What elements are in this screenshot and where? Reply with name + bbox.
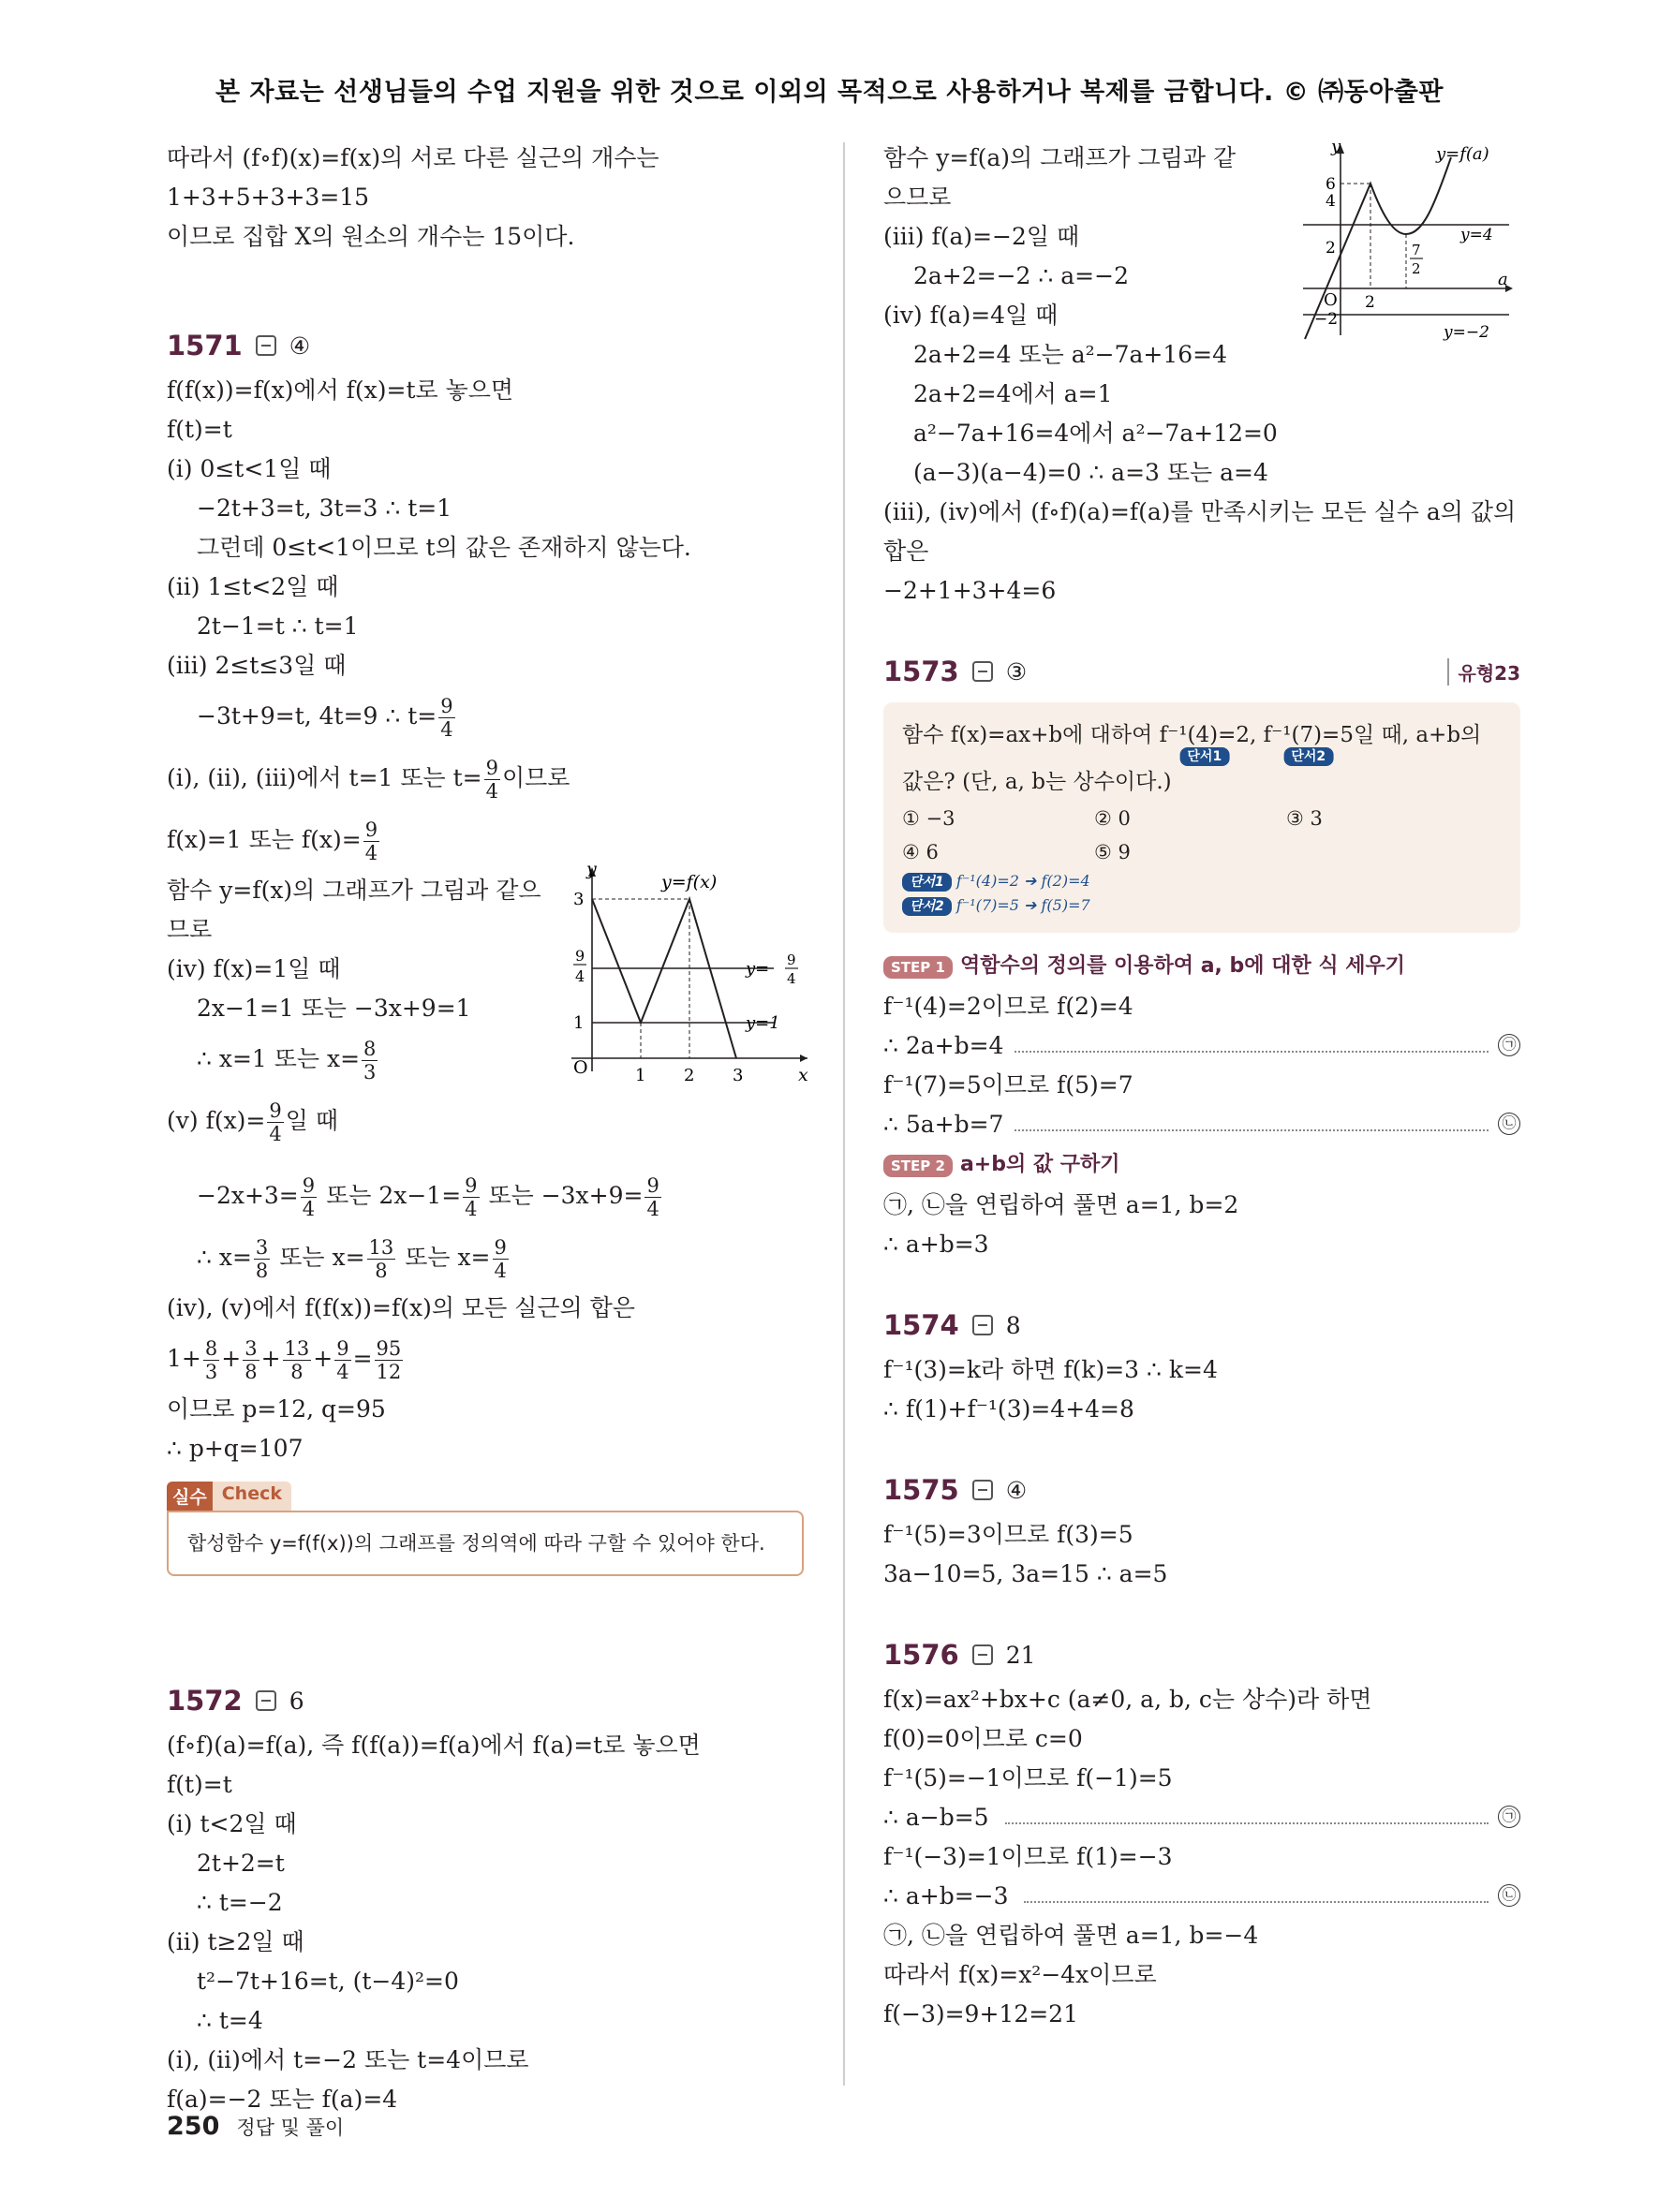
- answer-value: ④: [289, 332, 311, 360]
- text-line: (ⅰ) t<2일 때: [167, 1810, 297, 1837]
- text-line: a²−7a+16=4에서 a²−7a+12=0: [913, 420, 1278, 447]
- answer-icon: [256, 1690, 276, 1711]
- problem-number: 1575: [883, 1474, 959, 1506]
- tick-label: 2: [1412, 260, 1421, 277]
- text-line: 므로: [167, 916, 213, 943]
- text-line: 으므로: [883, 184, 952, 211]
- text-line: 합은: [883, 538, 929, 565]
- eq-text: (ⅴ) f(x)=: [167, 1107, 266, 1134]
- tick-label: 6: [1326, 175, 1336, 194]
- graph-fa-1572: [1303, 139, 1518, 345]
- tick-label: 4: [1326, 192, 1336, 211]
- text-line: ∴ t=4: [197, 2007, 263, 2034]
- text-line: f(0)=0이므로 c=0: [883, 1725, 1083, 1752]
- tick-label: 1: [635, 1066, 646, 1085]
- text-line: ∴ a+b=3: [883, 1231, 989, 1258]
- text-line: 따라서 f(x)=x²−4x이므로: [883, 1961, 1157, 1988]
- y-axis-label: y: [1331, 137, 1341, 156]
- tick-label: 3: [733, 1066, 744, 1085]
- answer-value: 21: [1005, 1641, 1036, 1669]
- text-line: −2x+3= $\frac{9}{4}$ 또는 2x−1= $\frac{9}{4}$ 또는 −3x+9= $\frac{9}{4}$: [197, 1174, 659, 1220]
- text-line: 2t−1=t ∴ t=1: [197, 612, 359, 640]
- text-line: ∴ f(1)+f⁻¹(3)=4+4=8: [883, 1395, 1134, 1423]
- text-line: (ⅱ) t≥2일 때: [167, 1928, 304, 1955]
- text-line: −2t+3=t, 3t=3 ∴ t=1: [197, 494, 452, 522]
- x-axis-label: a: [1498, 270, 1508, 289]
- choices: [902, 802, 1502, 835]
- curve-label: y=f(a): [1436, 144, 1489, 164]
- text-line: (ⅲ) 2≤t≤3일 때: [167, 652, 347, 679]
- text-line: 2a+2=4 또는 a²−7a+16=4: [913, 341, 1228, 368]
- problem-number: 1571: [167, 330, 243, 361]
- problem-header-1574: [883, 1300, 1520, 1350]
- line-label-frac: 4: [787, 970, 796, 987]
- choice[interactable]: ② 0: [1094, 807, 1131, 830]
- eq-text: 일 때: [285, 1107, 339, 1134]
- tick-label: −2: [1314, 310, 1339, 329]
- problem-header-1572: [167, 1675, 804, 1726]
- check-text: 합성함수 y=f(f(x))의 그래프를 정의역에 따라 구할 수 있어야 한다.: [167, 1511, 804, 1576]
- choice[interactable]: ① −3: [902, 807, 955, 830]
- text-line: 3a−10=5, 3a=15 ∴ a=5: [883, 1560, 1168, 1587]
- problem-header-1571: [167, 320, 804, 371]
- step-heading: STEP 1 역함수의 정의를 이용하여 a, b에 대한 식 세우기: [883, 946, 1520, 987]
- tick-label: 7: [1412, 242, 1421, 258]
- text-line: f⁻¹(5)=−1이므로 f(−1)=5: [883, 1764, 1173, 1792]
- clue-note: 단서1 f⁻¹(4)=2 ➔ f(2)=4: [902, 869, 1502, 893]
- eq-text: 이므로: [502, 764, 570, 791]
- problem-header-1575: [883, 1465, 1520, 1515]
- tick-label: 2: [1326, 239, 1336, 258]
- text-line: f(x)=ax²+bx+c (a≠0, a, b, c는 상수)라 하면: [883, 1686, 1372, 1713]
- choice[interactable]: ④ 6: [902, 841, 939, 863]
- problem-number: 1574: [883, 1309, 959, 1341]
- line-label: y=−2: [1444, 323, 1489, 342]
- graph-fx-1571: [562, 859, 815, 1085]
- line-label-frac: 9: [787, 951, 796, 968]
- text-line: ∴ a−b=5 ㉠: [883, 1798, 1520, 1837]
- text-line: f(−3)=9+12=21: [883, 2000, 1078, 2028]
- step-heading: STEP 2 a+b의 값 구하기: [883, 1144, 1520, 1186]
- check-tab-label: Check: [213, 1482, 291, 1511]
- text-line: f⁻¹(4)=2이므로 f(2)=4: [883, 993, 1133, 1020]
- answer-value: 8: [1005, 1311, 1021, 1339]
- text-line: 2x−1=1 또는 −3x+9=1: [197, 995, 471, 1022]
- choice[interactable]: ⑤ 9: [1094, 841, 1131, 863]
- clue-1: f⁻¹(4)=2 단서1: [1159, 723, 1250, 764]
- text-line: (ⅳ) f(a)=4일 때: [883, 302, 1059, 329]
- y-axis-label: y: [586, 859, 597, 879]
- problem-header-1573: [883, 646, 1520, 697]
- text-line: (f∘f)(a)=f(a), 즉 f(f(a))=f(a)에서 f(a)=t로 놓으면: [167, 1732, 701, 1759]
- text-line: 따라서 (f∘f)(x)=f(x)의 서로 다른 실근의 개수는: [167, 144, 659, 171]
- tick-label: 2: [684, 1066, 695, 1085]
- clue-2: f⁻¹(7)=5 단서2: [1263, 723, 1354, 764]
- fraction: $\frac{8}{3}$: [363, 1038, 377, 1084]
- tick-label: 2: [1365, 293, 1375, 312]
- text-line: −2+1+3+4=6: [883, 577, 1057, 604]
- eq-text: (ⅰ), (ⅱ), (ⅲ)에서 t=1 또는 t=: [167, 764, 482, 791]
- text-line: [167, 747, 804, 809]
- text-line: 1+ $\frac{8}{3}$ + $\frac{3}{8}$ + $\frac{13}{8}$ + $\frac{9}{4}$ = $\frac{95}{12}$: [167, 1337, 402, 1383]
- text-line: (ⅳ) f(x)=1일 때: [167, 955, 341, 982]
- text-line: 이므로 집합 X의 원소의 개수는 15이다.: [167, 223, 575, 250]
- line-label: y=: [746, 959, 770, 979]
- fraction: $\frac{9}{4}$: [485, 757, 498, 803]
- tick-label: 9: [575, 947, 585, 965]
- answer-icon: [972, 1480, 993, 1500]
- text-line: f⁻¹(3)=k라 하면 f(k)=3 ∴ k=4: [883, 1356, 1218, 1383]
- x-axis-label: x: [798, 1065, 808, 1085]
- text-line: t²−7t+16=t, (t−4)²=0: [197, 1968, 459, 1995]
- text-line: 2a+2=−2 ∴ a=−2: [913, 262, 1129, 289]
- text-line: f⁻¹(−3)=1이므로 f(1)=−3: [883, 1843, 1173, 1870]
- text-line: [167, 1090, 804, 1152]
- text-line: (ⅲ), (ⅳ)에서 (f∘f)(a)=f(a)를 만족시키는 모든 실수 a의 값의: [883, 498, 1517, 525]
- clue-note: 단서2 f⁻¹(7)=5 ➔ f(5)=7: [902, 893, 1502, 918]
- text-line: ㉠, ㉡을 연립하여 풀면 a=1, b=2: [883, 1191, 1239, 1218]
- text-line: ∴ a+b=−3 ㉡: [883, 1877, 1520, 1916]
- answer-icon: [256, 335, 276, 356]
- text-line: (ⅳ), (ⅴ)에서 f(f(x))=f(x)의 모든 실근의 합은: [167, 1294, 635, 1321]
- text-line: 2t+2=t: [197, 1850, 285, 1877]
- left-column: [167, 139, 808, 2119]
- check-box: [167, 1482, 804, 1576]
- line-label: y=1: [746, 1013, 780, 1033]
- page-footer: [167, 2112, 344, 2141]
- fraction: $\frac{9}{4}$: [364, 818, 378, 864]
- text-line: (a−3)(a−4)=0 ∴ a=3 또는 a=4: [913, 459, 1268, 486]
- fraction: $\frac{9}{4}$: [269, 1099, 282, 1145]
- eq-text: ∴ x=1 또는 x=: [197, 1045, 361, 1072]
- answer-value: 6: [289, 1687, 304, 1715]
- text-line: f(t)=t: [167, 416, 232, 443]
- answer-value: ③: [1005, 657, 1028, 686]
- text-line: (ⅲ) f(a)=−2일 때: [883, 223, 1080, 250]
- tick-label: 3: [573, 890, 585, 909]
- fraction: $\frac{9}{4}$: [440, 695, 453, 741]
- question-line: 함수 f(x)=ax+b에 대하여 f⁻¹(4)=2 단서1 , f⁻¹(7)=5 단서2 일 때, a+b의: [902, 715, 1502, 762]
- problem-header-1576: [883, 1630, 1520, 1680]
- problem-number: 1572: [167, 1685, 243, 1717]
- problem-box: [883, 702, 1520, 933]
- tick-label: 1: [573, 1013, 585, 1033]
- answer-icon: [972, 661, 993, 682]
- text-line: ∴ 2a+b=4 ㉠: [883, 1026, 1520, 1066]
- text-line: 이므로 p=12, q=95: [167, 1395, 386, 1423]
- graph-block-1572: [883, 137, 1520, 342]
- eq-text: −3t+9=t, 4t=9 ∴ t=: [197, 702, 437, 730]
- text-line: 그런데 0≤t<1이므로 t의 값은 존재하지 않는다.: [197, 534, 691, 561]
- text-line: ㉠, ㉡을 연립하여 풀면 a=1, b=−4: [883, 1922, 1259, 1949]
- text-line: f(a)=−2 또는 f(a)=4: [167, 2086, 398, 2113]
- text-line: f(f(x))=f(x)에서 f(x)=t로 놓으면: [167, 376, 514, 404]
- problem-number: 1573: [883, 656, 959, 687]
- line-label: y=4: [1460, 226, 1493, 244]
- copyright-notice: 본 자료는 선생님들의 수업 지원을 위한 것으로 이외의 목적으로 사용하거나 복제를 금합니다. © ㈜동아출판: [215, 78, 1444, 107]
- text-line: (ⅰ), (ⅱ)에서 t=−2 또는 t=4이므로: [167, 2046, 529, 2073]
- question-line: 값은? (단, a, b는 상수이다.): [902, 770, 1172, 794]
- text-line: 1+3+5+3+3=15: [167, 184, 370, 211]
- answer-icon: [972, 1644, 993, 1665]
- type-tag: 유형23: [1447, 658, 1520, 686]
- text-line: 2a+2=4에서 a=1: [913, 380, 1113, 407]
- text-line: f⁻¹(7)=5이므로 f(5)=7: [883, 1071, 1133, 1099]
- text-line: f⁻¹(5)=3이므로 f(3)=5: [883, 1521, 1133, 1548]
- graph-block-1571: [167, 859, 808, 1090]
- text-line: 함수 y=f(a)의 그래프가 그림과 같: [883, 144, 1237, 171]
- right-column: [883, 139, 1520, 2034]
- answer-value: ④: [1005, 1476, 1028, 1504]
- footer-label: 정답 및 풀이: [236, 2116, 345, 2139]
- eq-text: f(x)=1 또는 f(x)=: [167, 826, 362, 853]
- column-divider: [843, 142, 845, 2086]
- tick-label: 4: [575, 967, 585, 985]
- origin-label: O: [573, 1057, 588, 1078]
- answer-icon: [972, 1315, 993, 1335]
- text-line: (ⅰ) 0≤t<1일 때: [167, 455, 332, 482]
- text-line: ∴ x= $\frac{3}{8}$ 또는 x= $\frac{13}{8}$ 또는 x= $\frac{9}{4}$: [197, 1236, 507, 1282]
- check-tab-label: 실수: [167, 1482, 213, 1511]
- problem-number: 1576: [883, 1639, 959, 1671]
- curve-label: y=f(x): [661, 872, 718, 892]
- check-tab: [167, 1482, 291, 1511]
- origin-label: O: [1324, 290, 1338, 310]
- text-line: ∴ t=−2: [197, 1889, 283, 1916]
- choice[interactable]: ③ 3: [1286, 807, 1323, 830]
- page-number: 250: [167, 2112, 220, 2141]
- text-line: ∴ p+q=107: [167, 1435, 304, 1462]
- choices: [902, 835, 1502, 869]
- text-line: 함수 y=f(x)의 그래프가 그림과 같으: [167, 877, 541, 904]
- text-line: f(t)=t: [167, 1771, 232, 1798]
- text-line: (ⅱ) 1≤t<2일 때: [167, 573, 339, 600]
- text-line: [167, 686, 804, 747]
- text-line: ∴ 5a+b=7 ㉡: [883, 1105, 1520, 1144]
